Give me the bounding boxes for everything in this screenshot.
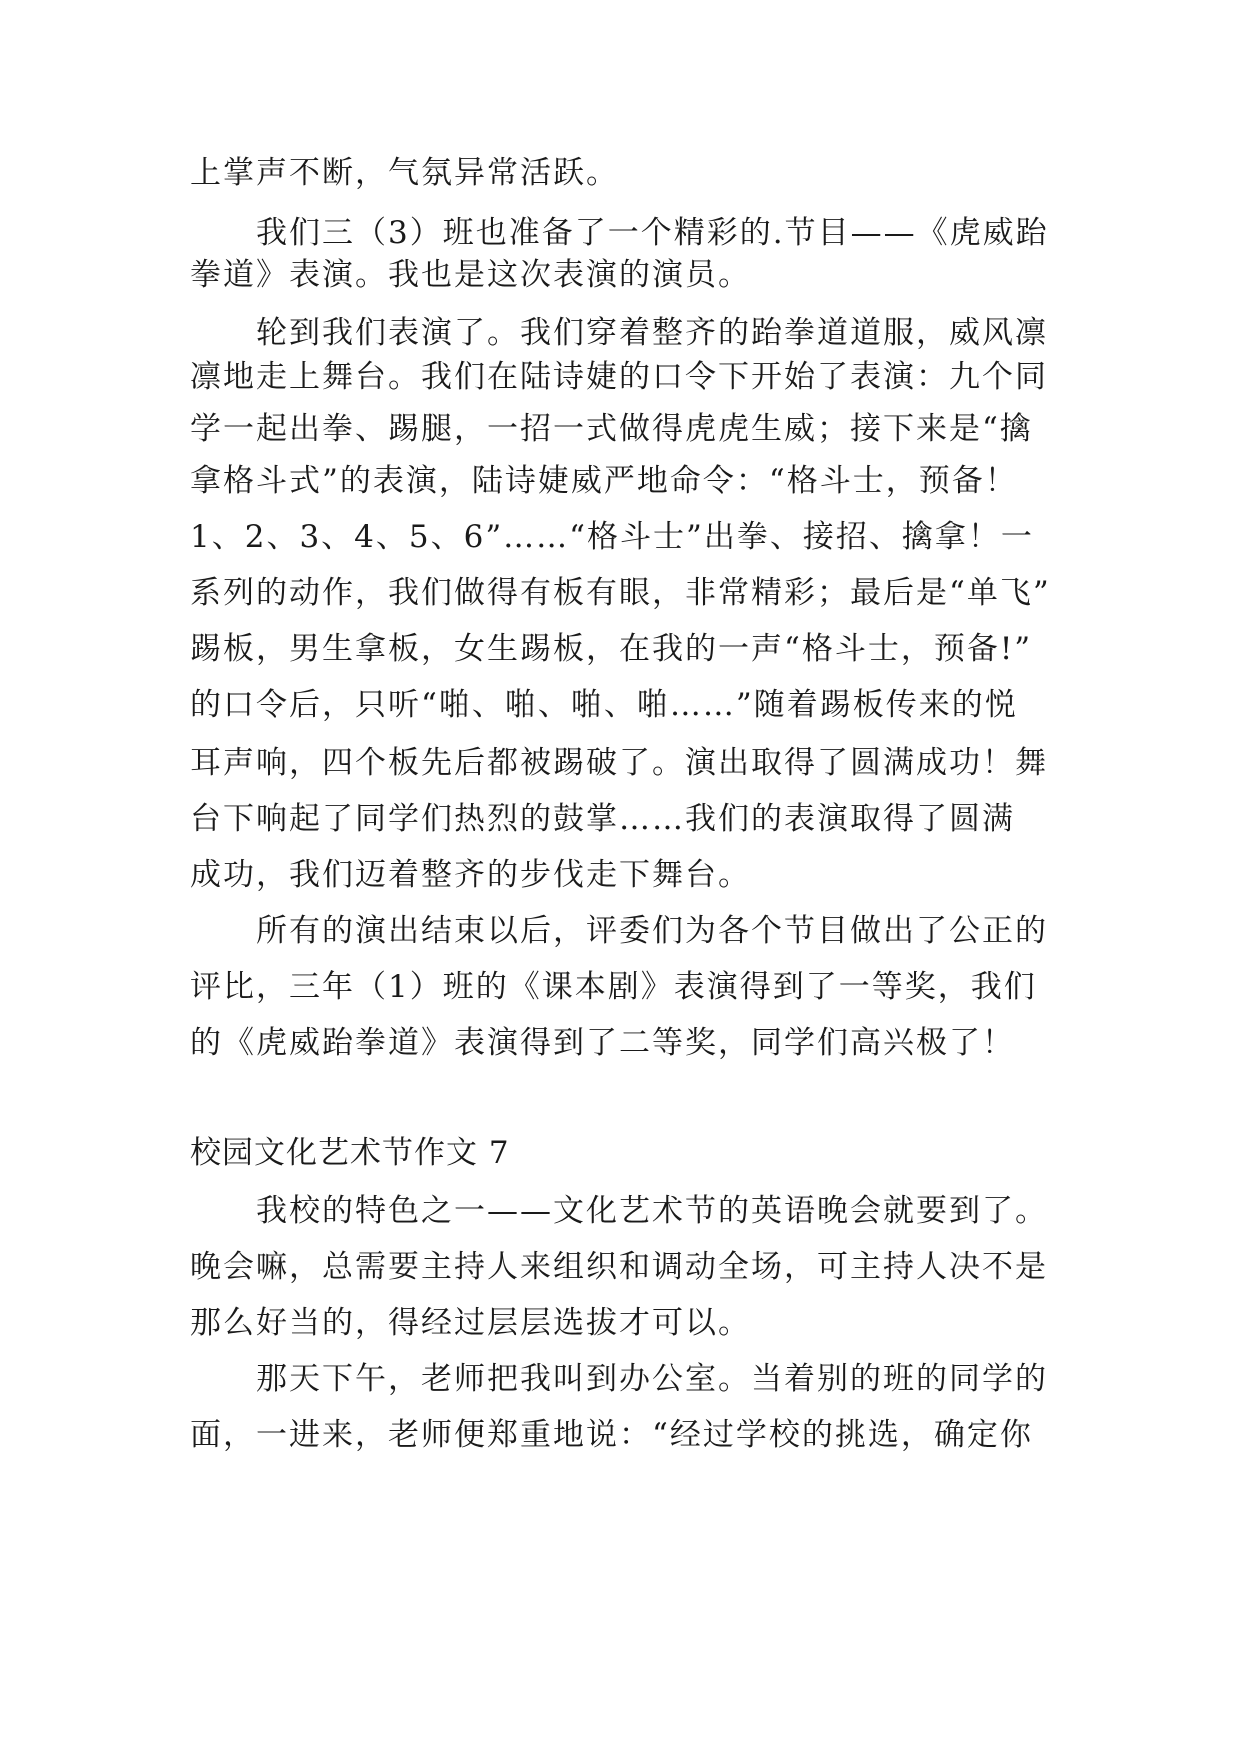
text-line: 的《虎威跆拳道》表演得到了二等奖，同学们高兴极了！ [190, 1025, 1015, 1061]
paragraph-start-line: 轮到我们表演了。我们穿着整齐的跆拳道道服，威风凛 [256, 315, 1048, 351]
paragraph-start-line: 所有的演出结束以后，评委们为各个节目做出了公正的 [256, 913, 1048, 949]
text-line: 成功，我们迈着整齐的步伐走下舞台。 [190, 857, 751, 893]
text-line: 拿格斗式”的表演，陆诗婕威严地命令：“格斗士，预备！ [190, 463, 1018, 499]
text-line: 台下响起了同学们热烈的鼓掌……我们的表演取得了圆满 [190, 801, 1015, 837]
text-line: 凛地走上舞台。我们在陆诗婕的口令下开始了表演：九个同 [190, 359, 1048, 395]
text-line: 系列的动作，我们做得有板有眼，非常精彩；最后是“单飞” [190, 575, 1051, 611]
section-heading: 校园文化艺术节作文 7 [190, 1135, 510, 1171]
text-line: 拳道》表演。我也是这次表演的演员。 [190, 257, 751, 293]
text-line: 踢板，男生拿板，女生踢板，在我的一声“格斗士，预备!” [190, 631, 1033, 667]
text-line: 评比，三年（1）班的《课本剧》表演得到了一等奖，我们 [190, 969, 1037, 1005]
paragraph-start-line: 那天下午，老师把我叫到办公室。当着别的班的同学的 [256, 1361, 1048, 1397]
text-line: 学一起出拳、踢腿，一招一式做得虎虎生威；接下来是“擒 [190, 411, 1033, 447]
text-line: 晚会嘛，总需要主持人来组织和调动全场，可主持人决不是 [190, 1249, 1048, 1285]
paragraph-start-line: 我校的特色之一——文化艺术节的英语晚会就要到了。 [256, 1193, 1048, 1229]
text-line: 那么好当的，得经过层层选拔才可以。 [190, 1305, 751, 1341]
text-line: 上掌声不断，气氛异常活跃。 [190, 155, 619, 191]
text-line: 耳声响，四个板先后都被踢破了。演出取得了圆满成功！舞 [190, 745, 1048, 781]
text-line: 的口令后，只听“啪、啪、啪、啪……”随着踢板传来的悦 [190, 687, 1018, 723]
paragraph-start-line: 我们三（3）班也准备了一个精彩的.节目——《虎威跆 [256, 215, 1049, 251]
text-line: 面，一进来，老师便郑重地说：“经过学校的挑选，确定你 [190, 1417, 1033, 1453]
text-line: 1、2、3、4、5、6”……“格斗士”出拳、接招、擒拿！一 [190, 519, 1034, 555]
